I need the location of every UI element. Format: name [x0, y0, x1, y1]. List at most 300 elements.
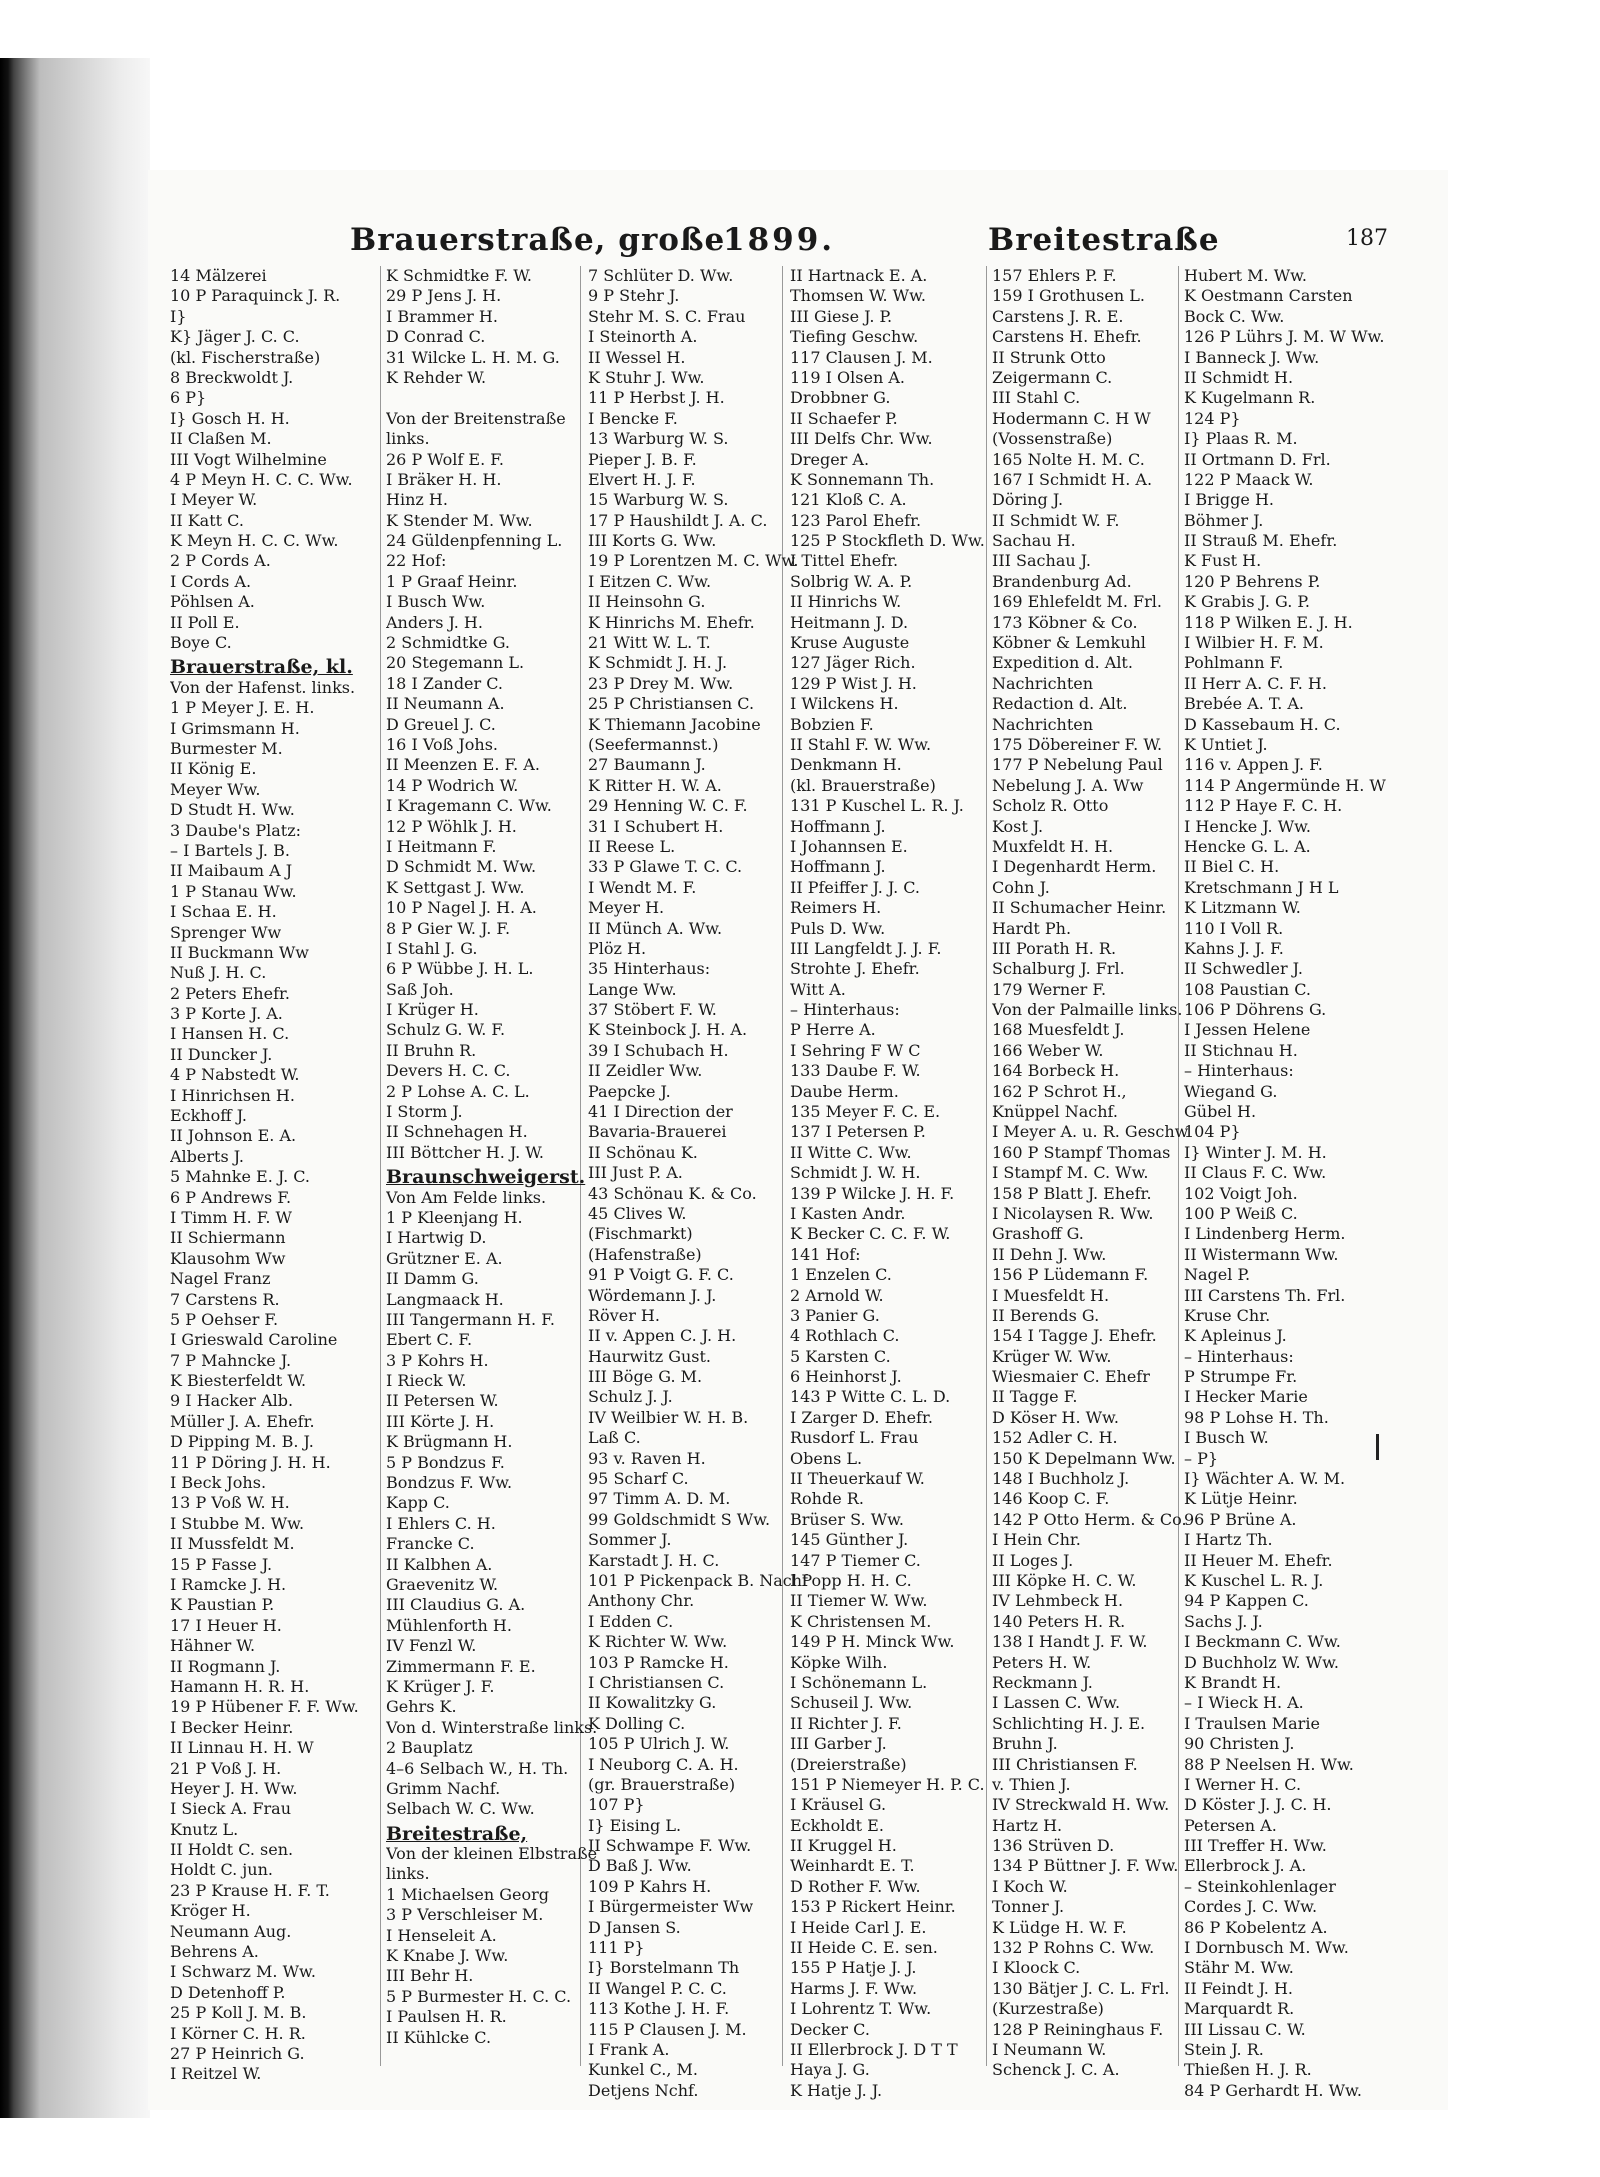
directory-entry: Meyer H.	[588, 898, 665, 918]
directory-entry: I Schönemann L.	[790, 1672, 928, 1692]
directory-entry: 158 P Blatt J. Ehefr.	[992, 1183, 1152, 1203]
directory-entry: Cohn J.	[992, 877, 1050, 897]
directory-entry: 105 P Ulrich J. W.	[588, 1734, 730, 1754]
directory-entry: Heitmann J. D.	[790, 612, 909, 632]
directory-entry: I Christiansen C.	[588, 1672, 725, 1692]
directory-entry: 123 Parol Ehefr.	[790, 510, 922, 530]
directory-entry: Von der Hafenst. links.	[170, 677, 356, 697]
directory-entry: links.	[386, 429, 430, 449]
directory-entry: II Maibaum A J	[170, 861, 293, 881]
directory-entry: 7 P Mahncke J.	[170, 1350, 292, 1370]
directory-entry: 11 P Herbst J. H.	[588, 388, 725, 408]
directory-entry: 27 Baumann J.	[588, 755, 706, 775]
directory-entry: I Hansen H. C.	[170, 1024, 290, 1044]
directory-entry: K Rehder W.	[386, 367, 487, 387]
directory-entry: 29 Henning W. C. F.	[588, 796, 748, 816]
directory-entry: II Tiemer W. Ww.	[790, 1591, 928, 1611]
directory-entry: K Brandt H.	[1184, 1672, 1282, 1692]
directory-entry: 15 Warburg W. S.	[588, 490, 729, 510]
directory-entry: 139 P Wilcke J. H. F.	[790, 1183, 955, 1203]
directory-entry: I} Gosch H. H.	[170, 408, 290, 428]
directory-entry: I Bräker H. H.	[386, 469, 502, 489]
directory-entry: II Bruhn R.	[386, 1040, 477, 1060]
directory-entry: 6 Heinhorst J.	[790, 1367, 902, 1387]
directory-entry: 153 P Rickert Heinr.	[790, 1897, 956, 1917]
directory-entry: 21 P Voß J. H.	[170, 1758, 282, 1778]
directory-entry: Von der kleinen Elbstraße	[386, 1844, 598, 1864]
directory-entry: Stein J. R.	[1184, 2039, 1264, 2059]
directory-entry: II Wessel H.	[588, 347, 686, 367]
directory-entry: Schmidt J. W. H.	[790, 1163, 921, 1183]
directory-entry: D Rother F. Ww.	[790, 1876, 921, 1896]
directory-entry: 14 P Wodrich W.	[386, 775, 519, 795]
directory-entry: Dreger A.	[790, 449, 870, 469]
directory-entry: 154 I Tagge J. Ehefr.	[992, 1326, 1157, 1346]
directory-entry: Knutz L.	[170, 1819, 239, 1839]
directory-entry: I Hecker Marie	[1184, 1387, 1308, 1407]
directory-entry: I Kloock C.	[992, 1958, 1081, 1978]
directory-entry: II Strunk Otto	[992, 347, 1106, 367]
directory-entry: 132 P Rohns C. Ww.	[992, 1938, 1155, 1958]
directory-entry: Köpke Wilh.	[790, 1652, 888, 1672]
directory-entry: K Steinbock J. H. A.	[588, 1020, 748, 1040]
directory-entry: – P}	[1184, 1448, 1219, 1468]
directory-entry: I Bürgermeister Ww	[588, 1897, 754, 1917]
directory-entry: I Edden C.	[588, 1611, 674, 1631]
directory-entry: 164 Borbeck H.	[992, 1061, 1120, 1081]
directory-entry: 98 P Lohse H. Th.	[1184, 1407, 1329, 1427]
directory-entry: I Timm H. F. W	[170, 1207, 292, 1227]
directory-entry: I Hartz Th.	[1184, 1530, 1273, 1550]
directory-entry: Kahns J. J. F.	[1184, 938, 1284, 958]
directory-entry: K Schmidt J. H. J.	[588, 653, 728, 673]
directory-entry: II Stahl F. W. Ww.	[790, 734, 932, 754]
directory-entry: Langmaack H.	[386, 1289, 504, 1309]
directory-entry: II Wistermann Ww.	[1184, 1244, 1339, 1264]
directory-entry: 2 Arnold W.	[790, 1285, 884, 1305]
directory-entry: III Langfeldt J. J. F.	[790, 938, 942, 958]
directory-entry: Grashoff G.	[992, 1224, 1084, 1244]
directory-entry: I Frank A.	[588, 2039, 670, 2059]
directory-entry: Bock C. Ww.	[1184, 306, 1285, 326]
directory-entry: 43 Schönau K. & Co.	[588, 1183, 757, 1203]
directory-entry: I Körner C. H. R.	[170, 2023, 306, 2043]
directory-entry: II Kalbhen A.	[386, 1554, 493, 1574]
directory-page	[148, 170, 1448, 2110]
directory-entry: (Dreierstraße)	[790, 1754, 907, 1774]
directory-entry: 17 I Heuer H.	[170, 1615, 282, 1635]
directory-entry: Klausohm Ww	[170, 1248, 286, 1268]
directory-entry: II Holdt C. sen.	[170, 1840, 294, 1860]
directory-entry: II Richter J. F.	[790, 1713, 902, 1733]
directory-entry: K Ritter H. W. A.	[588, 775, 722, 795]
directory-entry: 167 I Schmidt H. A.	[992, 469, 1153, 489]
column-3	[588, 266, 808, 2101]
directory-entry: 140 Peters H. R.	[992, 1611, 1126, 1631]
directory-entry: 1 P Graaf Heinr.	[386, 571, 518, 591]
directory-entry: Expedition d. Alt.	[992, 653, 1133, 673]
directory-entry: I} Eising L.	[588, 1815, 682, 1835]
directory-entry: Plöz H.	[588, 938, 647, 958]
directory-entry: Grützner E. A.	[386, 1248, 503, 1268]
directory-entry: Boye C.	[170, 633, 232, 653]
directory-entry: I Cords A.	[170, 571, 252, 591]
directory-entry: 2 Schmidtke G.	[386, 633, 510, 653]
directory-entry: K} Jäger J. C. C.	[170, 327, 300, 347]
directory-entry: I Lindenberg Herm.	[1184, 1224, 1346, 1244]
directory-entry: II Schmidt W. F.	[992, 510, 1120, 530]
directory-entry: Sommer J.	[588, 1530, 672, 1550]
directory-entry: 20 Stegemann L.	[386, 653, 525, 673]
directory-entry: II Dehn J. Ww.	[992, 1244, 1107, 1264]
directory-entry: I Eitzen C. Ww.	[588, 571, 712, 591]
directory-entry: I Busch Ww.	[386, 592, 486, 612]
directory-entry: Tonner J.	[992, 1897, 1065, 1917]
directory-entry: II Wangel P. C. C.	[588, 1978, 727, 1998]
directory-entry: I Ehlers C. H.	[386, 1513, 496, 1533]
directory-entry: 113 Kothe J. H. F.	[588, 1999, 730, 2019]
directory-entry: D Köser H. Ww.	[992, 1407, 1119, 1427]
directory-entry: K Schmidtke F. W.	[386, 266, 532, 285]
directory-entry: II Meenzen E. F. A.	[386, 755, 540, 775]
directory-entry: 134 P Büttner J. F. Ww.	[992, 1856, 1179, 1876]
directory-entry: Schlichting H. J. E.	[992, 1713, 1146, 1733]
directory-entry: 23 P Drey M. Ww.	[588, 673, 734, 693]
directory-entry: III Stahl C.	[992, 388, 1081, 408]
directory-entry: Von der Palmaille links.	[992, 1000, 1183, 1020]
directory-entry: 5 P Bondzus F.	[386, 1452, 505, 1472]
directory-entry: 146 Koop C. F.	[992, 1489, 1110, 1509]
directory-entry: II Reese L.	[588, 836, 676, 856]
directory-entry: I Degenhardt Herm.	[992, 857, 1157, 877]
directory-entry: 13 Warburg W. S.	[588, 429, 729, 449]
directory-entry: Hodermann C. H W	[992, 408, 1151, 428]
directory-entry: I} Wächter A. W. M.	[1184, 1469, 1346, 1489]
directory-entry: Brauerstraße, kl.	[170, 657, 353, 678]
directory-entry: 118 P Wilken E. J. H.	[1184, 612, 1353, 632]
directory-entry: IV Lehmbeck H.	[992, 1591, 1124, 1611]
directory-entry: 5 Karsten C.	[790, 1346, 891, 1366]
directory-entry: (Seefermannst.)	[588, 734, 719, 754]
directory-entry: 103 P Ramcke H.	[588, 1652, 729, 1672]
directory-entry: K Brügmann H.	[386, 1432, 513, 1452]
directory-entry: III Giese J. P.	[790, 306, 893, 326]
directory-entry: 177 P Nebelung Paul	[992, 755, 1163, 775]
directory-entry: D Kassebaum H. C.	[1184, 714, 1341, 734]
directory-entry: III Behr H.	[386, 1966, 474, 1986]
directory-entry: Harms J. F. Ww.	[790, 1978, 918, 1998]
directory-entry: 114 P Angermünde H. W	[1184, 775, 1386, 795]
directory-entry: II Katt C.	[170, 510, 244, 530]
column-1	[170, 266, 359, 2085]
directory-entry: K Lütje Heinr.	[1184, 1489, 1298, 1509]
directory-entry: III Just P. A.	[588, 1163, 683, 1183]
directory-entry: 19 P Hübener F. F. Ww.	[170, 1697, 359, 1717]
directory-entry: III Lissau C. W.	[1184, 2019, 1306, 2039]
directory-entry: Holdt C. jun.	[170, 1860, 273, 1880]
directory-entry: 8 P Gier W. J. F.	[386, 918, 511, 938]
page-header	[148, 222, 1448, 262]
directory-entry: 9 I Hacker Alb.	[170, 1391, 294, 1411]
directory-entry: Gehrs K.	[386, 1697, 457, 1717]
directory-entry: Böhmer J.	[1184, 510, 1264, 530]
directory-entry: 149 P H. Minck Ww.	[790, 1632, 955, 1652]
directory-entry: I Stubbe M. Ww.	[170, 1513, 305, 1533]
directory-entry: – Hinterhaus:	[1184, 1061, 1294, 1081]
directory-entry: Hamann H. R. H.	[170, 1676, 310, 1696]
directory-entry: Döring J.	[992, 490, 1064, 510]
directory-entry: K Kugelmann R.	[1184, 388, 1316, 408]
directory-entry: Francke C.	[386, 1534, 475, 1554]
directory-entry: 141 Hof:	[790, 1244, 861, 1264]
directory-entry: I Banneck J. Ww.	[1184, 347, 1320, 367]
directory-entry: II Feindt J. H.	[1184, 1978, 1293, 1998]
directory-entry: Mühlenforth H.	[386, 1615, 512, 1635]
directory-entry: I Grimsmann H.	[170, 718, 300, 738]
directory-entry: Graevenitz W.	[386, 1575, 499, 1594]
directory-entry: 136 Strüven D.	[992, 1836, 1115, 1856]
directory-entry: I Reitzel W.	[170, 2064, 262, 2084]
column-6	[1184, 266, 1386, 2101]
header-year: 1899.	[723, 222, 836, 258]
directory-entry: Meyer Ww.	[170, 779, 261, 799]
directory-entry: Hoffmann J.	[790, 816, 886, 836]
directory-entry: II Schiermann	[170, 1228, 286, 1248]
directory-entry: Haurwitz Gust.	[588, 1346, 712, 1366]
directory-entry: Hähner W.	[170, 1636, 256, 1656]
directory-entry: (kl. Brauerstraße)	[790, 775, 936, 795]
directory-entry: 100 P Weiß C.	[1184, 1203, 1298, 1223]
directory-entry: Anthony Chr.	[588, 1591, 695, 1611]
directory-entry: II Loges J.	[992, 1550, 1074, 1570]
directory-entry: III Carstens Th. Frl.	[1184, 1285, 1346, 1305]
directory-entry: 165 Nolte H. M. C.	[992, 449, 1145, 469]
directory-entry: Peters H. W.	[992, 1652, 1092, 1672]
directory-entry: – I Wieck H. A.	[1184, 1693, 1304, 1713]
directory-entry: 109 P Kahrs H.	[588, 1876, 712, 1896]
directory-entry: 37 Stöbert F. W.	[588, 1000, 717, 1020]
directory-entry: Wiesmaier C. Ehefr	[992, 1367, 1150, 1387]
header-street-left: Brauerstraße, große	[350, 222, 726, 258]
directory-entry: III Vogt Wilhelmine	[170, 449, 327, 469]
directory-entry: Pohlmann F.	[1184, 653, 1284, 673]
directory-entry: P Herre A.	[790, 1020, 876, 1040]
directory-entry: Kruse Auguste	[790, 633, 910, 653]
directory-entry: Rusdorf L. Frau	[790, 1428, 919, 1448]
directory-entry: I Zarger D. Ehefr.	[790, 1407, 933, 1427]
directory-entry: I Werner H. C.	[1184, 1774, 1302, 1794]
directory-entry: 93 v. Raven H.	[588, 1448, 706, 1468]
scan-binding-shadow	[0, 58, 150, 2118]
directory-entry: Daube Herm.	[790, 1081, 899, 1101]
directory-entry: Köbner & Lemkuhl	[992, 633, 1146, 653]
directory-entry: I Hencke J. Ww.	[1184, 816, 1312, 836]
directory-entry: III Böttcher H. J. W.	[386, 1142, 544, 1162]
directory-entry: I Meyer W.	[170, 490, 258, 510]
directory-entry: 3 P Korte J. A.	[170, 1004, 283, 1024]
directory-entry: 162 P Schrot H.,	[992, 1081, 1127, 1101]
directory-entry: (Kurzestraße)	[992, 1999, 1104, 2019]
directory-entry: Reckmann J.	[992, 1672, 1093, 1692]
directory-entry: 133 Daube F. W.	[790, 1061, 921, 1081]
directory-entry: 94 P Kappen C.	[1184, 1591, 1309, 1611]
directory-entry: Von der Breitenstraße	[386, 408, 566, 428]
directory-entry: II Berends G.	[992, 1305, 1100, 1325]
directory-entry: Behrens A.	[170, 1942, 259, 1962]
directory-entry: III Christiansen F.	[992, 1754, 1138, 1774]
directory-entry: K Becker C. C. F. W.	[790, 1224, 951, 1244]
directory-entry: 101 P Pickenpack B. Nachf	[588, 1571, 808, 1590]
directory-entry: 10 P Paraquinck J. R.	[170, 286, 341, 306]
directory-entry: D Conrad C.	[386, 327, 486, 347]
directory-entry: Müller J. A. Ehefr.	[170, 1411, 315, 1431]
directory-entry: 4 P Meyn H. C. C. Ww.	[170, 469, 353, 489]
directory-entry: II Claßen M.	[170, 429, 272, 449]
directory-entry: II Mussfeldt M.	[170, 1534, 295, 1554]
directory-entry: I Neuborg C. A. H.	[588, 1754, 739, 1774]
directory-entry: III Garber J.	[790, 1734, 887, 1754]
directory-entry: Anders J. H.	[386, 612, 483, 632]
directory-entry: Stehr M. S. C. Frau	[588, 306, 746, 326]
directory-entry: 155 P Hatje J. J.	[790, 1958, 917, 1978]
directory-entry: D Pipping M. B. J.	[170, 1432, 314, 1452]
directory-entry: 8 Breckwoldt J.	[170, 367, 294, 387]
directory-entry: II Damm G.	[386, 1269, 479, 1289]
directory-entry: III Tangermann H. F.	[386, 1309, 555, 1329]
directory-entry: 12 P Wöhlk J. H.	[386, 816, 517, 836]
directory-entry: II Neumann A.	[386, 694, 505, 714]
column-4	[790, 266, 985, 2101]
directory-entry: 120 P Behrens P.	[1184, 571, 1321, 591]
directory-entry: K Untiet J.	[1184, 734, 1268, 754]
directory-entry: (Hafenstraße)	[588, 1244, 702, 1264]
directory-entry: IV Streckwald H. Ww.	[992, 1795, 1170, 1815]
directory-entry: K Kuschel L. R. J.	[1184, 1571, 1324, 1590]
directory-entry: Karstadt J. H. C.	[588, 1550, 720, 1570]
directory-entry: Hubert M. Ww.	[1184, 266, 1308, 285]
directory-entry: 119 I Olsen A.	[790, 367, 905, 387]
directory-entry: 45 Clives W.	[588, 1203, 687, 1223]
directory-entry: D Studt H. Ww.	[170, 800, 295, 820]
directory-entry: K Litzmann W.	[1184, 898, 1301, 918]
directory-entry: Hartz H.	[992, 1815, 1063, 1835]
column-5	[992, 266, 1188, 2081]
directory-entry: K Hatje J. J.	[790, 2080, 883, 2100]
directory-entry: I Paulsen H. R.	[386, 2007, 507, 2027]
directory-entry: I Muesfeldt H.	[992, 1285, 1110, 1305]
directory-entry: K Grabis J. G. P.	[1184, 592, 1310, 612]
directory-entry: 5 P Oehser F.	[170, 1309, 279, 1329]
directory-entry: 2 Peters Ehefr.	[170, 983, 290, 1003]
directory-entry: Decker C.	[790, 2019, 870, 2039]
directory-entry: 6 P}	[170, 388, 207, 408]
directory-entry: I Stahl J. G.	[386, 938, 478, 958]
directory-entry: 9 P Stehr J.	[588, 286, 680, 306]
directory-entry: 130 Bätjer J. C. L. Frl.	[992, 1978, 1170, 1998]
directory-entry: 106 P Döhrens G.	[1184, 1000, 1327, 1020]
directory-entry: D Köster J. J. C. H.	[1184, 1795, 1332, 1815]
directory-entry: Kapp C.	[386, 1493, 450, 1513]
directory-entry: Heyer J. H. Ww.	[170, 1778, 298, 1798]
directory-entry: Nagel P.	[1184, 1265, 1251, 1285]
directory-entry: Schalburg J. Frl.	[992, 959, 1125, 979]
directory-entry: K Stuhr J. Ww.	[588, 367, 705, 387]
directory-entry: II König E.	[170, 759, 257, 779]
directory-entry: 1 P Meyer J. E. H.	[170, 698, 315, 718]
directory-entry: 26 P Wolf E. F.	[386, 449, 504, 469]
directory-entry: III Porath H. R.	[992, 938, 1117, 958]
directory-entry: D Schmidt M. Ww.	[386, 857, 537, 877]
directory-entry: II Schwedler J.	[1184, 959, 1303, 979]
directory-entry: Sachau H.	[992, 531, 1076, 551]
directory-entry: I Grieswald Caroline	[170, 1330, 338, 1350]
directory-entry: 145 Günther J.	[790, 1530, 909, 1550]
directory-entry: Bruhn J.	[992, 1734, 1058, 1754]
directory-entry: 5 P Burmester H. C. C.	[386, 1986, 572, 2006]
directory-entry: 3 Panier G.	[790, 1305, 880, 1325]
directory-entry: 115 P Clausen J. M.	[588, 2019, 747, 2039]
directory-entry: I Storm J.	[386, 1102, 463, 1122]
directory-entry: K Meyn H. C. C. Ww.	[170, 531, 339, 551]
directory-entry: Schuseil J. Ww.	[790, 1693, 913, 1713]
directory-entry: 138 I Handt J. F. W.	[992, 1632, 1148, 1652]
directory-entry: II Pfeiffer J. J. C.	[790, 877, 921, 897]
directory-entry: II Kowalitzky G.	[588, 1693, 717, 1713]
directory-entry: (kl. Fischerstraße)	[170, 347, 321, 367]
directory-entry: I Nicolaysen R. Ww.	[992, 1203, 1154, 1223]
directory-entry: Ellerbrock J. A.	[1184, 1856, 1307, 1876]
directory-entry: 1 Michaelsen Georg	[386, 1884, 549, 1904]
directory-entry: Bavaria-Brauerei	[588, 1122, 727, 1142]
directory-entry: Witt A.	[790, 979, 846, 999]
directory-entry: 27 P Heinrich G.	[170, 2043, 305, 2063]
directory-entry: III Sachau J.	[992, 551, 1091, 571]
directory-entry: D Buchholz W. Ww.	[1184, 1652, 1339, 1672]
directory-entry: II Zeidler Ww.	[588, 1061, 703, 1081]
directory-entry: Redaction d. Alt.	[992, 694, 1128, 714]
directory-entry: Bobzien F.	[790, 714, 874, 734]
directory-entry: K Christensen M.	[790, 1611, 932, 1631]
directory-entry: 5 Mahnke E. J. C.	[170, 1167, 310, 1187]
directory-entry: 15 P Fasse J.	[170, 1554, 273, 1574]
directory-entry: Braunschweigerst.	[386, 1167, 586, 1188]
directory-entry: Weinhardt E. T.	[790, 1856, 915, 1876]
directory-entry: Denkmann H.	[790, 755, 902, 775]
directory-entry: 179 Werner F.	[992, 979, 1107, 999]
directory-entry: K Sonnemann Th.	[790, 469, 935, 489]
directory-entry: Solbrig W. A. P.	[790, 571, 913, 591]
directory-entry: I Popp H. H. C.	[790, 1571, 912, 1590]
directory-entry: I} Plaas R. M.	[1184, 429, 1298, 449]
directory-entry: 152 Adler C. H.	[992, 1428, 1118, 1448]
directory-entry: II Herr A. C. F. H.	[1184, 673, 1327, 693]
directory-entry: I Kragemann C. Ww.	[386, 796, 552, 816]
directory-entry: K Hinrichs M. Ehefr.	[588, 612, 755, 632]
directory-entry: Marquardt R.	[1184, 1999, 1295, 2019]
directory-entry: II Schaefer P.	[790, 408, 898, 428]
directory-entry: Nachrichten	[992, 673, 1094, 693]
directory-entry: Strohte J. Ehefr.	[790, 959, 920, 979]
directory-entry: I} Borstelmann Th	[588, 1958, 740, 1978]
directory-entry: 86 P Kobelentz A.	[1184, 1917, 1328, 1937]
directory-entry: I} Winter J. M. H.	[1184, 1142, 1327, 1162]
directory-entry: Grimm Nachf.	[386, 1778, 501, 1798]
directory-entry: K Fust H.	[1184, 551, 1262, 571]
directory-entry: II Johnson E. A.	[170, 1126, 297, 1146]
directory-entry: Schenck J. C. A.	[992, 2060, 1120, 2080]
directory-entry: I Ramcke J. H.	[170, 1575, 287, 1594]
directory-entry: I Sehring F W C	[790, 1040, 921, 1060]
